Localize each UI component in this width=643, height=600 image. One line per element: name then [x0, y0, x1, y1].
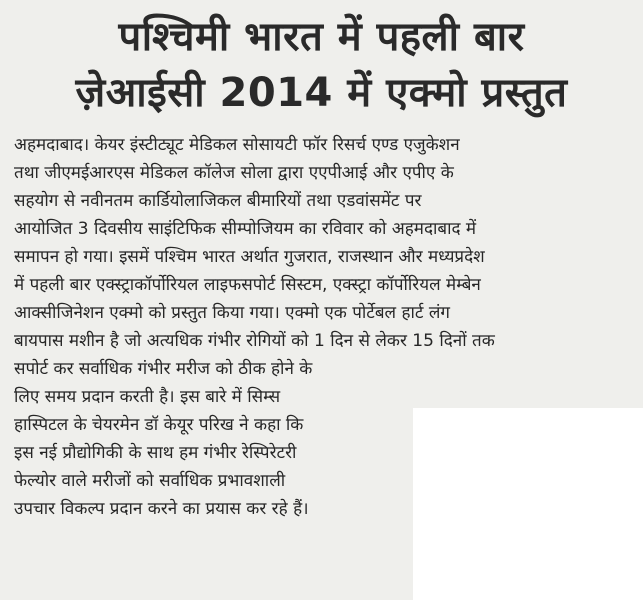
body-line: हास्पिटल के चेयरमेन डॉ केयूर परिख ने कहा कि: [14, 415, 304, 435]
body-line: उपचार विकल्प प्रदान करने का प्रयास कर रहे हैं।: [14, 499, 309, 519]
headline-line-1: पश्चिमी भारत में पहली बार: [118, 14, 525, 60]
body-line: लिए समय प्रदान करती है। इस बारे में सिम्स: [14, 387, 281, 407]
body-line: अहमदाबाद। केयर इंस्टीट्यूट मेडिकल सोसायटी फॉर रिसर्च एण्ड एजुकेशन: [14, 135, 460, 155]
body-line: सपोर्ट कर सर्वाधिक गंभीर मरीज को ठीक होने के: [14, 359, 313, 379]
body-line: आक्सीजिनेशन एक्मो को प्रस्तुत किया गया। एक्मो एक पोर्टेबल हार्ट लंग: [14, 303, 450, 323]
body-line: फेल्योर वाले मरीजों को सर्वाधिक प्रभावशाली: [14, 471, 286, 491]
body-line: तथा जीएमईआरएस मेडिकल कॉलेज सोला द्वारा एएपीआई और एपीए के: [14, 163, 454, 183]
body-line: इस नई प्रौद्योगिकी के साथ हम गंभीर रेस्पिरेटरी: [14, 443, 297, 463]
headline-line-2: ज़ेआईसी 2014 में एक्मो प्रस्तुत: [75, 70, 568, 116]
body-line: समापन हो गया। इसमें पश्चिम भारत अर्थात गुजरात, राजस्थान और मध्यप्रदेश: [14, 247, 485, 267]
body-line: बायपास मशीन है जो अत्यधिक गंभीर रोगियों को 1 दिन से लेकर 15 दिनों तक: [14, 331, 495, 351]
body-line: आयोजित 3 दिवसीय साइंटिफिक सीम्पोजियम का रविवार को अहमदाबाद में: [14, 219, 477, 239]
body-line: में पहली बार एक्स्ट्राकॉर्पोरियल लाइफसपोर्ट सिस्टम, एक्स्ट्रा कॉर्पोरियल मेम्बेन: [14, 275, 481, 295]
body-line: सहयोग से नवीनतम कार्डियोलाजिकल बीमारियों तथा एडवांसमेंट पर: [14, 191, 422, 211]
